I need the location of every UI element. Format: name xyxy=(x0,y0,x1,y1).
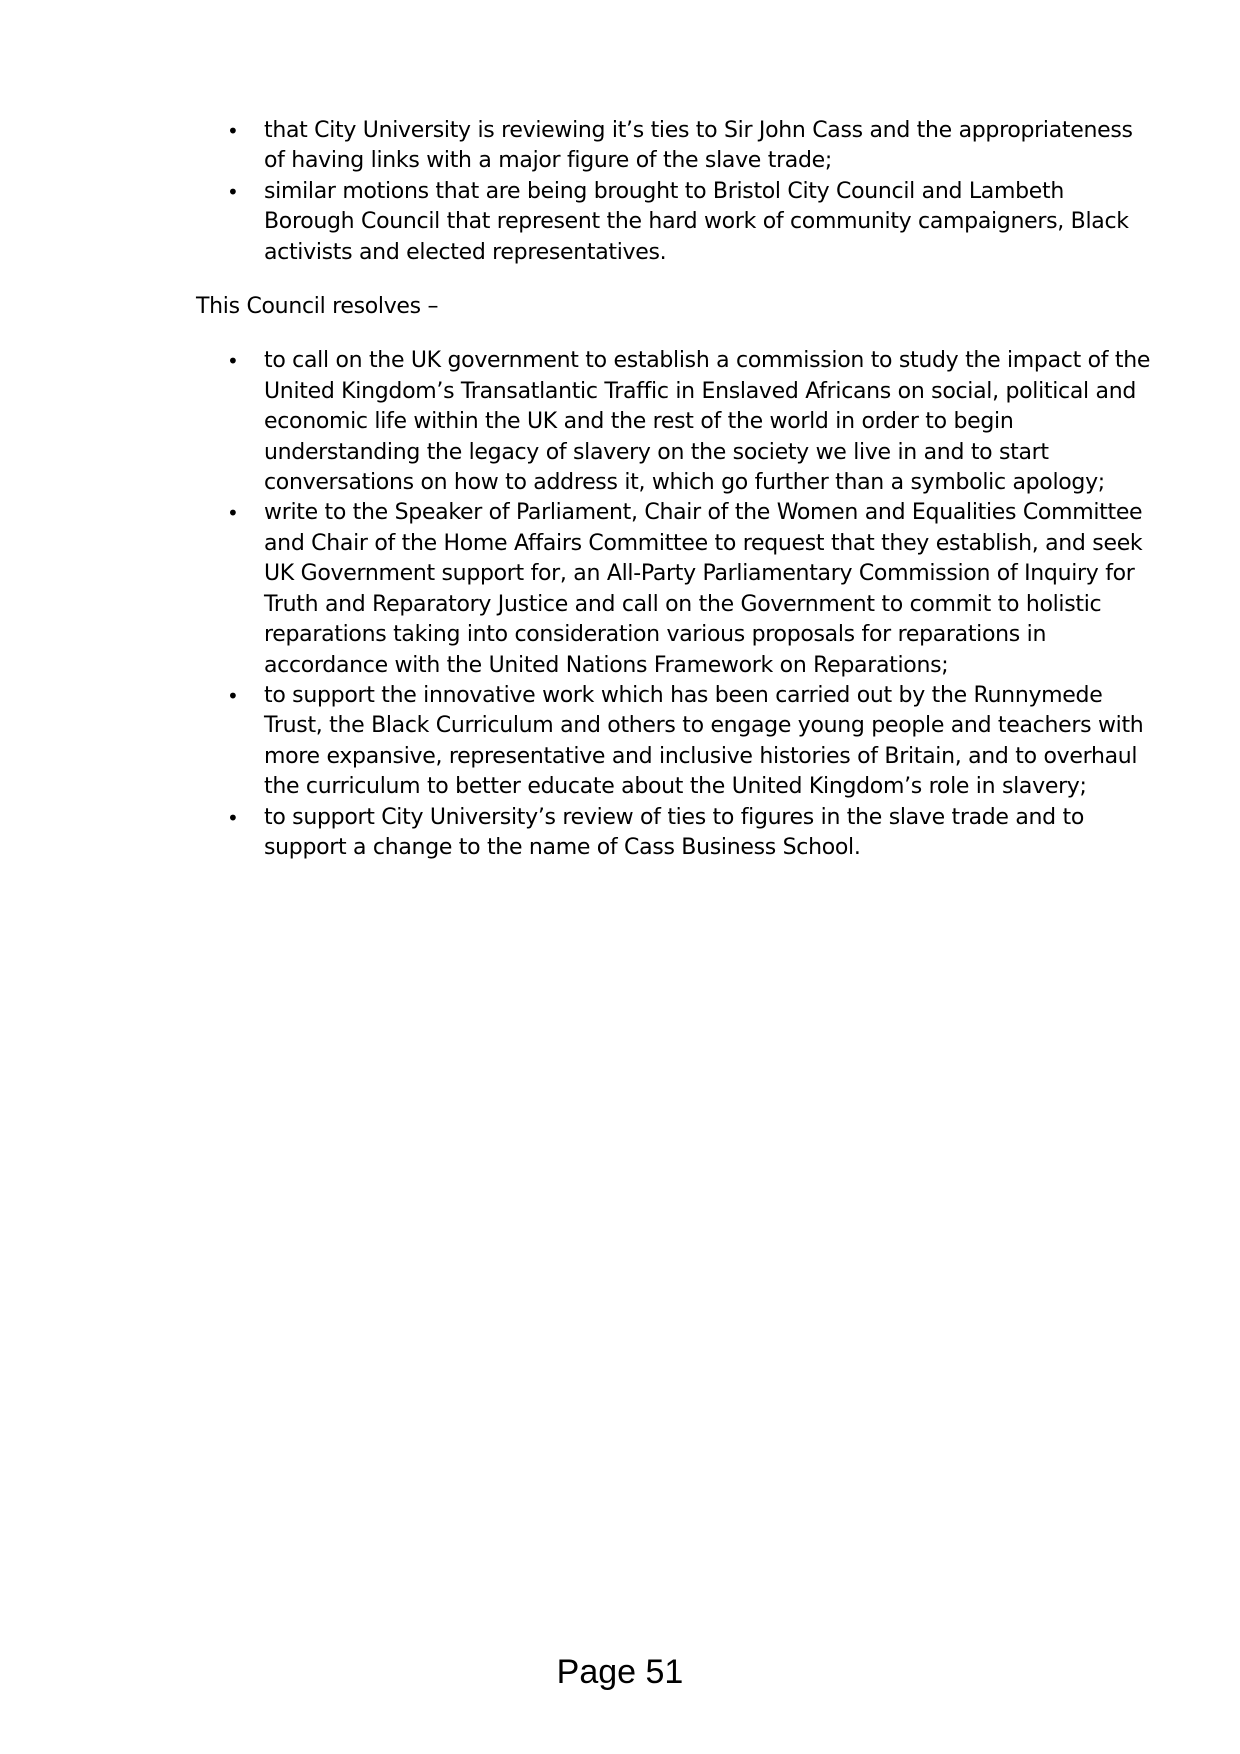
list-item xyxy=(196,803,1156,864)
bullet-list-context xyxy=(196,116,1156,268)
list-item-text: to support the innovative work which has been carried out by the Runnymede Trust, the Black Curriculum and others to engage young people and teachers with more expansive, representative and inclusive histories of Britain, and to overhaul the curriculum to better educate about the United Kingdom’s role in slavery; xyxy=(264,682,1144,800)
list-item-text: to call on the UK government to establish a commission to study the impact of the United Kingdom’s Transatlantic Traffic in Enslaved Africans on social, political and economic life within the UK and the rest of the world in order to begin understanding the legacy of slavery on the society we live in and to start conversations on how to address it, which go further than a symbolic apology; xyxy=(264,348,1151,496)
bullet-icon: • xyxy=(227,501,239,526)
bullet-icon: • xyxy=(227,179,239,204)
list-item-text: similar motions that are being brought to Bristol City Council and Lambeth Borough Council that represent the hard work of community campaigners, Black activists and elected representatives. xyxy=(264,178,1129,265)
bullet-icon: • xyxy=(227,683,239,708)
list-item xyxy=(196,681,1156,803)
document-body xyxy=(196,116,1156,863)
bullet-icon: • xyxy=(227,805,239,830)
list-item xyxy=(196,498,1156,680)
list-item xyxy=(196,177,1156,268)
list-item-text: that City University is reviewing it’s ties to Sir John Cass and the appropriateness of having links with a major figure of the slave trade; xyxy=(264,118,1133,174)
resolves-heading: This Council resolves – xyxy=(196,294,439,320)
bullet-list-resolutions xyxy=(196,346,1156,863)
list-item-text: to support City University’s review of ties to figures in the slave trade and to support a change to the name of Cass Business School. xyxy=(264,804,1085,860)
list-item xyxy=(196,116,1156,177)
bullet-icon: • xyxy=(227,119,239,143)
bullet-icon: • xyxy=(227,349,239,374)
list-item xyxy=(196,346,1156,498)
list-item-text: write to the Speaker of Parliament, Chair of the Women and Equalities Committee and Chair of the Home Affairs Committee to request that they establish, and seek UK Government support for, an All-Party Parliamentary Commission of Inquiry for Truth and Reparatory Justice and call on the Government to commit to holistic reparations taking into consideration various proposals for reparations in accordance with the United Nations Framework on Reparations; xyxy=(264,500,1143,678)
page-number: Page 51 xyxy=(556,1653,684,1691)
